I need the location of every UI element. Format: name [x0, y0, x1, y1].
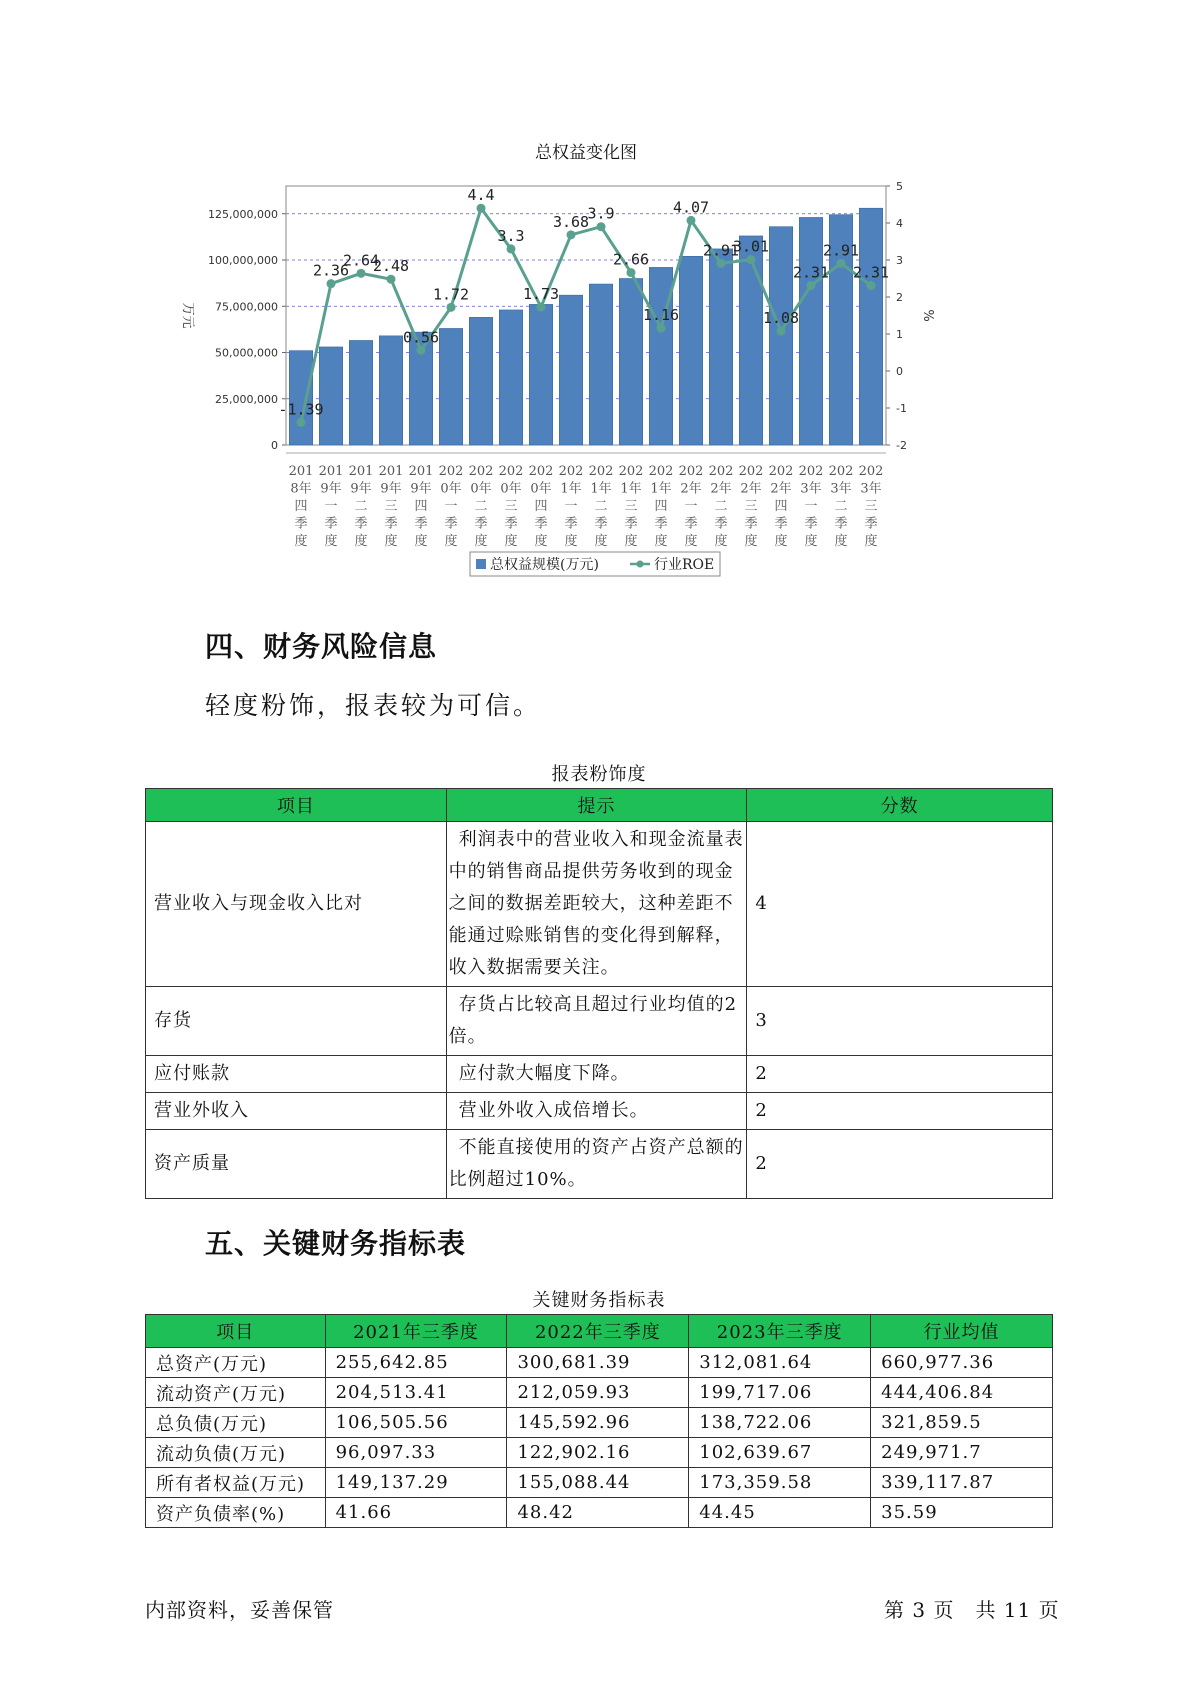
legend-bar-swatch	[476, 559, 486, 569]
kpi-value-cell: 44.45	[689, 1498, 871, 1528]
bar	[469, 317, 492, 445]
x-tick-label: 201	[348, 464, 374, 479]
table-row	[146, 1498, 1053, 1528]
x-tick-label: 季	[414, 516, 428, 532]
roe-point	[507, 244, 516, 253]
x-tick-label: 季	[564, 516, 578, 532]
risk-item-cell: 存货	[146, 987, 447, 1056]
col-header: 2021年三季度	[325, 1315, 507, 1348]
x-tick-label: 三	[504, 499, 518, 514]
x-tick-label: 202	[558, 464, 584, 479]
x-tick-label: 度	[564, 534, 578, 549]
x-tick-label: 季	[444, 516, 458, 532]
kpi-value-cell: 48.42	[507, 1498, 689, 1528]
x-tick-label: 季	[774, 516, 788, 532]
right-axis-label: %	[920, 309, 935, 322]
x-tick-label: 2年	[680, 481, 702, 497]
x-tick-label: 四	[774, 499, 788, 514]
x-tick-label: 季	[534, 516, 548, 532]
roe-data-label: 2.91	[822, 241, 860, 260]
kpi-value-cell: 138,722.06	[689, 1408, 871, 1438]
x-tick-label: 季	[624, 516, 638, 532]
right-axis-tick-label: 4	[896, 217, 903, 230]
right-axis-tick-label: -2	[896, 439, 907, 452]
x-tick-label: 9年	[320, 481, 342, 497]
roe-data-label: 3.3	[497, 226, 525, 245]
x-tick-label: 度	[744, 534, 758, 549]
x-tick-label: 季	[744, 516, 758, 532]
legend-line-marker	[637, 561, 644, 568]
kpi-value-cell: 339,117.87	[871, 1468, 1053, 1498]
x-tick-label: 201	[378, 464, 404, 479]
col-header: 提示	[446, 789, 747, 822]
x-tick-label: 度	[864, 534, 878, 549]
table-row	[146, 1348, 1053, 1378]
bar	[349, 340, 372, 445]
x-tick-label: 四	[414, 499, 428, 514]
x-tick-label: 二	[594, 499, 608, 514]
legend-line-label: 行业ROE	[654, 557, 715, 573]
roe-point	[717, 259, 726, 268]
col-header: 分数	[747, 789, 1053, 822]
roe-point	[567, 230, 576, 239]
roe-point	[447, 303, 456, 312]
footer-page-number: 第 3 页 共 11 页	[884, 1598, 1060, 1622]
bar	[679, 256, 702, 445]
x-tick-label: 季	[504, 516, 518, 532]
legend-bar-label: 总权益规模(万元)	[490, 557, 599, 573]
roe-data-label: 2.31	[792, 263, 830, 282]
bar	[319, 347, 342, 445]
roe-point	[657, 324, 666, 333]
x-tick-label: 202	[438, 464, 464, 479]
x-tick-label: 3年	[860, 481, 882, 497]
right-axis-tick-label: 2	[896, 291, 903, 304]
x-tick-label: 度	[534, 534, 548, 549]
x-tick-label: 四	[534, 499, 548, 514]
kpi-value-cell: 173,359.58	[689, 1468, 871, 1498]
x-tick-label: 度	[354, 534, 368, 549]
section-4-heading: 四、财务风险信息	[205, 630, 438, 663]
x-tick-label: 202	[648, 464, 674, 479]
roe-data-label: 2.31	[852, 263, 890, 282]
x-tick-label: 季	[384, 516, 398, 532]
x-tick-label: 二	[354, 499, 368, 514]
bar	[289, 351, 312, 445]
table-row	[146, 1378, 1053, 1408]
x-tick-label: 3年	[830, 481, 852, 497]
x-tick-label: 202	[618, 464, 644, 479]
left-axis-tick-label: 0	[271, 439, 278, 452]
bar	[589, 284, 612, 445]
x-tick-label: 9年	[380, 481, 402, 497]
x-tick-label: 四	[654, 499, 668, 514]
kpi-value-cell: 660,977.36	[871, 1348, 1053, 1378]
x-tick-label: 三	[384, 499, 398, 514]
table-row	[146, 1438, 1053, 1468]
table-row	[146, 1468, 1053, 1498]
roe-point	[627, 268, 636, 277]
kpi-value-cell: 249,971.7	[871, 1438, 1053, 1468]
kpi-value-cell: 41.66	[325, 1498, 507, 1528]
x-tick-label: 一	[564, 499, 578, 514]
kpi-item-cell: 总资产(万元)	[146, 1348, 326, 1378]
roe-point	[867, 281, 876, 290]
bar	[619, 279, 642, 446]
bar	[499, 310, 522, 445]
equity-chart	[170, 138, 970, 588]
roe-point	[687, 216, 696, 225]
col-header: 项目	[146, 1315, 326, 1348]
x-tick-label: 202	[828, 464, 854, 479]
kpi-value-cell: 255,642.85	[325, 1348, 507, 1378]
roe-point	[537, 302, 546, 311]
kpi-value-cell: 35.59	[871, 1498, 1053, 1528]
bar	[529, 304, 552, 445]
risk-item-cell: 营业收入与现金收入比对	[146, 822, 447, 987]
roe-point	[747, 255, 756, 264]
x-tick-label: 度	[474, 534, 488, 549]
x-tick-label: 二	[714, 499, 728, 514]
kpi-value-cell: 444,406.84	[871, 1378, 1053, 1408]
x-tick-label: 9年	[410, 481, 432, 497]
kpi-value-cell: 321,859.5	[871, 1408, 1053, 1438]
roe-point	[477, 204, 486, 213]
roe-data-label: 2.66	[612, 250, 650, 269]
risk-hint-cell: 营业外收入成倍增长。	[446, 1093, 747, 1130]
right-axis-tick-label: 1	[896, 328, 903, 341]
x-tick-label: 季	[474, 516, 488, 532]
bar	[709, 249, 732, 445]
roe-data-label: 4.4	[467, 186, 495, 205]
section-5-heading: 五、关键财务指标表	[205, 1227, 467, 1260]
kpi-table-header	[146, 1315, 1053, 1348]
roe-data-label: 0.56	[402, 328, 440, 347]
risk-hint-cell: 不能直接使用的资产占资产总额的比例超过10%。	[446, 1130, 747, 1199]
x-tick-label: 度	[444, 534, 458, 549]
risk-table-caption: 报表粉饰度	[551, 764, 647, 785]
x-tick-label: 0年	[470, 481, 492, 497]
x-tick-label: 202	[528, 464, 554, 479]
kpi-value-cell: 204,513.41	[325, 1378, 507, 1408]
left-axis-tick-label: 100,000,000	[208, 254, 278, 267]
x-tick-label: 一	[804, 499, 818, 514]
x-tick-label: 0年	[530, 481, 552, 497]
table-row	[146, 1130, 1053, 1199]
kpi-table	[145, 1314, 1053, 1528]
x-tick-label: 202	[768, 464, 794, 479]
kpi-value-cell: 96,097.33	[325, 1438, 507, 1468]
x-tick-label: 202	[858, 464, 884, 479]
x-tick-label: 季	[324, 516, 338, 532]
kpi-value-cell: 102,639.67	[689, 1438, 871, 1468]
footer-confidential: 内部资料，妥善保管	[145, 1598, 334, 1622]
x-tick-label: 201	[408, 464, 434, 479]
x-tick-label: 度	[774, 534, 788, 549]
bar	[799, 217, 822, 445]
roe-data-label: 1.16	[642, 306, 680, 325]
x-tick-label: 季	[354, 516, 368, 532]
bar	[739, 236, 762, 445]
left-axis-tick-label: 25,000,000	[215, 392, 278, 406]
x-tick-label: 2年	[770, 481, 792, 497]
risk-score-cell: 2	[747, 1056, 1053, 1093]
risk-table	[145, 788, 1053, 1199]
table-row	[146, 1408, 1053, 1438]
x-tick-label: 三	[744, 499, 758, 514]
roe-data-label: 2.64	[342, 251, 380, 270]
kpi-item-cell: 总负债(万元)	[146, 1408, 326, 1438]
x-tick-label: 1年	[590, 481, 612, 497]
col-header: 行业均值	[871, 1315, 1053, 1348]
left-axis-tick-label: 50,000,000	[215, 346, 278, 360]
bar	[439, 328, 462, 445]
roe-data-label: 3.68	[552, 212, 590, 231]
x-tick-label: 度	[804, 534, 818, 549]
roe-point	[807, 281, 816, 290]
kpi-value-cell: 149,137.29	[325, 1468, 507, 1498]
kpi-item-cell: 资产负债率(%)	[146, 1498, 326, 1528]
kpi-value-cell: 199,717.06	[689, 1378, 871, 1408]
table-row	[146, 822, 1053, 987]
x-tick-label: 2年	[740, 481, 762, 497]
x-tick-label: 度	[624, 534, 638, 549]
bar	[769, 227, 792, 445]
col-header: 项目	[146, 789, 447, 822]
kpi-item-cell: 流动资产(万元)	[146, 1378, 326, 1408]
x-tick-label: 2年	[710, 481, 732, 497]
x-tick-label: 度	[324, 534, 338, 549]
x-tick-label: 1年	[650, 481, 672, 497]
roe-data-label: 2.91	[702, 241, 740, 260]
x-tick-label: 三	[624, 499, 638, 514]
col-header: 2022年三季度	[507, 1315, 689, 1348]
x-tick-label: 度	[504, 534, 518, 549]
x-tick-label: 四	[294, 499, 308, 514]
kpi-item-cell: 流动负债(万元)	[146, 1438, 326, 1468]
roe-point	[777, 327, 786, 336]
x-tick-label: 202	[678, 464, 704, 479]
roe-data-label: 2.36	[312, 261, 350, 280]
x-tick-label: 一	[324, 499, 338, 514]
left-axis-tick-label: 75,000,000	[215, 300, 278, 314]
risk-item-cell: 应付账款	[146, 1056, 447, 1093]
risk-item-cell: 资产质量	[146, 1130, 447, 1199]
bar	[559, 295, 582, 445]
kpi-value-cell: 106,505.56	[325, 1408, 507, 1438]
x-tick-label: 3年	[800, 481, 822, 497]
x-tick-label: 度	[594, 534, 608, 549]
table-row	[146, 1056, 1053, 1093]
x-tick-label: 度	[654, 534, 668, 549]
x-tick-label: 202	[708, 464, 734, 479]
x-tick-label: 9年	[350, 481, 372, 497]
x-tick-label: 季	[864, 516, 878, 532]
risk-score-cell: 2	[747, 1093, 1053, 1130]
roe-data-label: 1.73	[522, 284, 560, 303]
x-tick-label: 度	[834, 534, 848, 549]
x-tick-label: 度	[294, 534, 308, 549]
chart-title: 总权益变化图	[535, 143, 637, 163]
roe-data-label: 1.08	[762, 309, 800, 328]
table-row	[146, 987, 1053, 1056]
x-tick-label: 202	[738, 464, 764, 479]
risk-summary: 轻度粉饰，报表较为可信。	[205, 691, 542, 720]
kpi-value-cell: 312,081.64	[689, 1348, 871, 1378]
x-tick-label: 季	[684, 516, 698, 532]
roe-point	[387, 275, 396, 284]
x-tick-label: 度	[684, 534, 698, 549]
risk-hint-cell: 利润表中的营业收入和现金流量表中的销售商品提供劳务收到的现金之间的数据差距较大，这种差距不能通过赊账销售的变化得到解释，收入数据需要关注。	[446, 822, 747, 987]
x-tick-label: 度	[714, 534, 728, 549]
right-axis-tick-label: 5	[896, 180, 903, 193]
x-tick-label: 202	[588, 464, 614, 479]
roe-point	[327, 279, 336, 288]
bar	[379, 336, 402, 445]
risk-score-cell: 3	[747, 987, 1053, 1056]
x-tick-label: 度	[384, 534, 398, 549]
roe-data-label: 3.01	[732, 237, 770, 256]
roe-data-label: 4.07	[672, 198, 710, 217]
risk-score-cell: 4	[747, 822, 1053, 987]
kpi-value-cell: 300,681.39	[507, 1348, 689, 1378]
x-tick-label: 二	[834, 499, 848, 514]
kpi-value-cell: 212,059.93	[507, 1378, 689, 1408]
right-axis-tick-label: 0	[896, 365, 903, 378]
x-tick-label: 1年	[560, 481, 582, 497]
col-header: 2023年三季度	[689, 1315, 871, 1348]
x-tick-label: 0年	[500, 481, 522, 497]
x-tick-label: 202	[498, 464, 524, 479]
x-tick-label: 季	[294, 516, 308, 532]
left-axis-tick-label: 125,000,000	[208, 207, 278, 221]
bar	[859, 208, 882, 445]
roe-point	[837, 259, 846, 268]
x-tick-label: 一	[444, 499, 458, 514]
roe-point	[357, 269, 366, 278]
x-tick-label: 1年	[620, 481, 642, 497]
kpi-value-cell: 155,088.44	[507, 1468, 689, 1498]
risk-hint-cell: 存货占比较高且超过行业均值的2倍。	[446, 987, 747, 1056]
risk-score-cell: 2	[747, 1130, 1053, 1199]
x-tick-label: 一	[684, 499, 698, 514]
left-axis-label: 万元	[180, 302, 195, 329]
roe-point	[597, 222, 606, 231]
kpi-table-caption: 关键财务指标表	[532, 1290, 666, 1311]
x-tick-label: 201	[318, 464, 344, 479]
table-row	[146, 1093, 1053, 1130]
x-tick-label: 季	[714, 516, 728, 532]
x-tick-label: 季	[834, 516, 848, 532]
roe-data-label: 2.48	[372, 257, 410, 276]
roe-data-label: -1.39	[278, 400, 324, 419]
right-axis-tick-label: -1	[896, 402, 907, 415]
right-axis-tick-label: 3	[896, 254, 903, 267]
x-tick-label: 三	[864, 499, 878, 514]
x-tick-label: 二	[474, 499, 488, 514]
x-tick-label: 度	[414, 534, 428, 549]
roe-data-label: 3.9	[587, 204, 615, 223]
kpi-value-cell: 145,592.96	[507, 1408, 689, 1438]
risk-item-cell: 营业外收入	[146, 1093, 447, 1130]
risk-table-header	[146, 789, 1053, 822]
x-tick-label: 0年	[440, 481, 462, 497]
x-tick-label: 202	[798, 464, 824, 479]
x-tick-label: 季	[594, 516, 608, 532]
x-tick-label: 季	[804, 516, 818, 532]
risk-hint-cell: 应付款大幅度下降。	[446, 1056, 747, 1093]
x-tick-label: 季	[654, 516, 668, 532]
roe-point	[417, 346, 426, 355]
kpi-value-cell: 122,902.16	[507, 1438, 689, 1468]
roe-data-label: 1.72	[432, 285, 470, 304]
kpi-item-cell: 所有者权益(万元)	[146, 1468, 326, 1498]
roe-point	[297, 418, 306, 427]
x-tick-label: 201	[288, 464, 314, 479]
x-tick-label: 202	[468, 464, 494, 479]
x-tick-label: 8年	[290, 481, 312, 497]
